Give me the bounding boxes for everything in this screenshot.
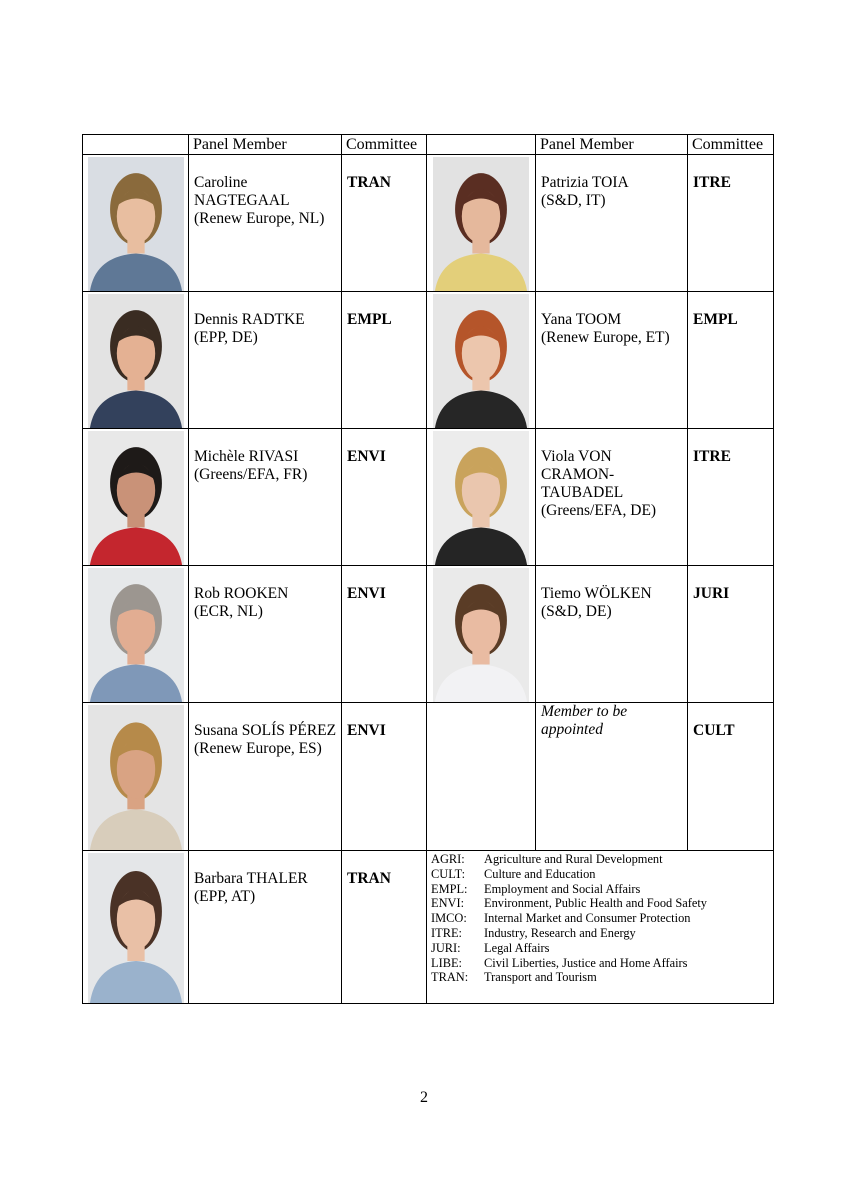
- member-committee: ENVI: [342, 429, 427, 566]
- table-row: [83, 703, 774, 851]
- empty-photo-cell: [427, 703, 536, 851]
- member-name-cell: [189, 703, 342, 851]
- member-committee: EMPL: [342, 292, 427, 429]
- table-row: [83, 155, 774, 292]
- portrait-image: [88, 853, 184, 1003]
- member-committee: TRAN: [342, 155, 427, 292]
- member-name: Barbara THALER: [194, 870, 308, 887]
- member-name-cell: [189, 566, 342, 703]
- header-panel-member: Panel Member: [536, 135, 688, 155]
- glossary-full: Internal Market and Consumer Protection: [484, 911, 691, 926]
- header-photo-cell: [83, 135, 189, 155]
- member-group: (ECR, NL): [194, 603, 263, 620]
- glossary-full: Environment, Public Health and Food Safety: [484, 896, 707, 911]
- glossary-item: [431, 882, 773, 897]
- portrait-image: [433, 431, 529, 565]
- portrait-image: [88, 157, 184, 291]
- member-committee: JURI: [688, 566, 774, 703]
- member-committee: TRAN: [342, 851, 427, 1004]
- member-group: (S&D, DE): [541, 603, 612, 620]
- member-name: Viola VON CRAMON-TAUBADEL: [541, 448, 624, 501]
- table-row: [83, 429, 774, 566]
- table-header-row: [83, 135, 774, 155]
- member-name-cell: [536, 429, 688, 566]
- table-row: [83, 566, 774, 703]
- member-name: Caroline NAGTEGAAL: [194, 174, 290, 209]
- table-row: [83, 851, 774, 1004]
- glossary-abbr: IMCO:: [431, 911, 467, 926]
- glossary-full: Civil Liberties, Justice and Home Affairs: [484, 955, 688, 970]
- member-name-cell: [189, 429, 342, 566]
- page-number: 2: [420, 1089, 428, 1106]
- glossary-abbr: JURI:: [431, 940, 461, 955]
- portrait-image: [88, 568, 184, 702]
- glossary-abbr: TRAN:: [431, 970, 469, 985]
- member-group: (Greens/EFA, FR): [194, 466, 308, 483]
- glossary-item: [431, 852, 773, 867]
- member-group: (EPP, DE): [194, 329, 258, 346]
- header-photo-cell: [427, 135, 536, 155]
- glossary-full: Employment and Social Affairs: [484, 881, 641, 896]
- member-name-cell: [189, 292, 342, 429]
- glossary-abbr: ENVI:: [431, 896, 465, 911]
- member-name-cell: [536, 566, 688, 703]
- glossary-full: Culture and Education: [484, 866, 596, 881]
- member-photo: [83, 429, 189, 566]
- member-name: Rob ROOKEN: [194, 585, 289, 602]
- glossary-abbr: LIBE:: [431, 955, 462, 970]
- member-photo: [83, 155, 189, 292]
- portrait-image: [433, 568, 529, 702]
- glossary-full: Transport and Tourism: [484, 970, 597, 985]
- member-committee: ENVI: [342, 566, 427, 703]
- glossary-abbr: EMPL:: [431, 881, 468, 896]
- header-panel-member: Panel Member: [189, 135, 342, 155]
- member-photo: [83, 292, 189, 429]
- member-photo: [427, 566, 536, 703]
- glossary-item: [431, 896, 773, 911]
- member-group: (Renew Europe, ET): [541, 329, 670, 346]
- member-group: (EPP, AT): [194, 888, 256, 905]
- member-name-cell: [536, 155, 688, 292]
- member-group: (Renew Europe, ES): [194, 740, 322, 757]
- panel-members-table: [82, 134, 774, 1004]
- glossary-full: Legal Affairs: [484, 940, 550, 955]
- glossary-item: [431, 970, 773, 985]
- glossary-full: Industry, Research and Energy: [484, 925, 636, 940]
- member-group: (Greens/EFA, DE): [541, 502, 657, 519]
- member-photo: [427, 155, 536, 292]
- member-committee: ITRE: [688, 155, 774, 292]
- portrait-image: [88, 294, 184, 428]
- member-name: Patrizia TOIA: [541, 174, 629, 191]
- portrait-image: [433, 157, 529, 291]
- member-name: Michèle RIVASI: [194, 448, 299, 465]
- member-group: (Renew Europe, NL): [194, 210, 325, 227]
- header-committee: Committee: [688, 135, 774, 155]
- committee-glossary: [427, 851, 774, 1004]
- glossary-item: [431, 926, 773, 941]
- portrait-image: [88, 431, 184, 565]
- member-name-cell: [536, 292, 688, 429]
- member-name-cell: [189, 851, 342, 1004]
- glossary-abbr: ITRE:: [431, 925, 462, 940]
- member-committee: CULT: [688, 703, 774, 851]
- glossary-item: [431, 956, 773, 971]
- member-photo: [83, 566, 189, 703]
- member-pending-label: Member to be appointed: [541, 703, 628, 738]
- member-name: Dennis RADTKE: [194, 311, 305, 328]
- member-name: Susana SOLÍS PÉREZ: [194, 722, 337, 739]
- glossary-abbr: CULT:: [431, 866, 466, 881]
- portrait-image: [433, 294, 529, 428]
- member-photo: [427, 292, 536, 429]
- member-committee: EMPL: [688, 292, 774, 429]
- glossary-item: [431, 941, 773, 956]
- header-committee: Committee: [342, 135, 427, 155]
- member-committee: ITRE: [688, 429, 774, 566]
- member-name-cell: [536, 703, 688, 851]
- glossary-abbr: AGRI:: [431, 852, 465, 866]
- member-name: Tiemo WÖLKEN: [541, 585, 652, 602]
- portrait-image: [88, 705, 184, 850]
- glossary-item: [431, 867, 773, 882]
- member-name: Yana TOOM: [541, 311, 622, 328]
- member-photo: [83, 703, 189, 851]
- member-photo: [427, 429, 536, 566]
- glossary-full: Agriculture and Rural Development: [484, 852, 663, 866]
- table-row: [83, 292, 774, 429]
- glossary-item: [431, 911, 773, 926]
- member-committee: ENVI: [342, 703, 427, 851]
- member-name-cell: [189, 155, 342, 292]
- member-photo: [83, 851, 189, 1004]
- member-group: (S&D, IT): [541, 192, 606, 209]
